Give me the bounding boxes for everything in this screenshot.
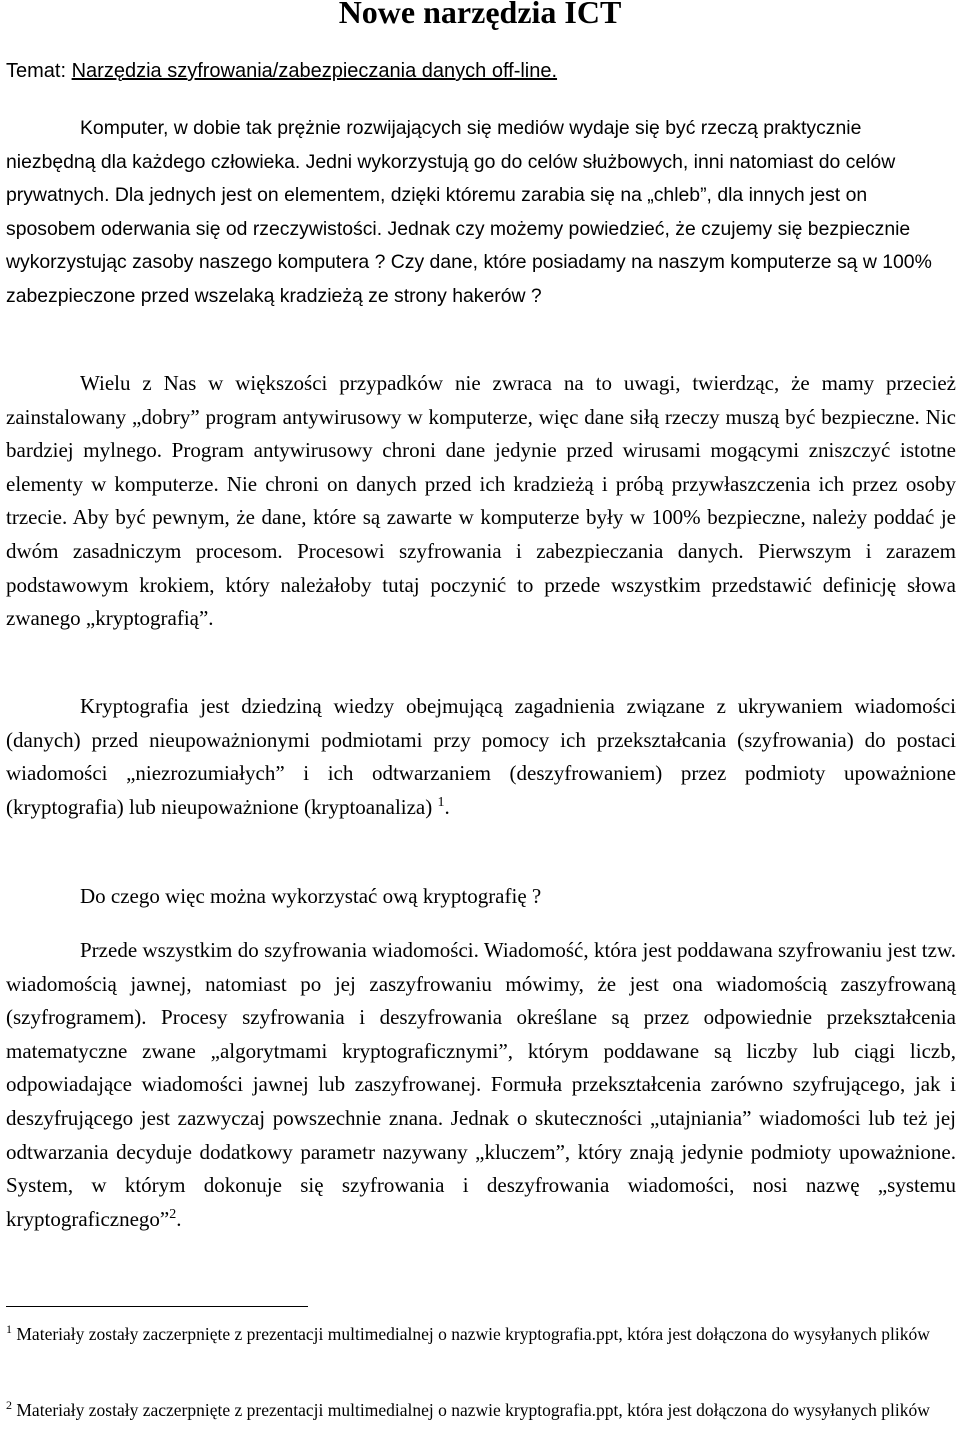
footnote-2 bbox=[6, 1396, 956, 1424]
paragraph-intro: Komputer, w dobie tak prężnie rozwijających się mediów wydaje się być rzeczą praktycznie niezbędną dla każdego człowieka. Jedni wykorzystują go do celów służbowych, inni natomiast do celów prywatnych. Dla jednych jest on elementem, dzięki któremu zarabia się na „chleb”, dla innych jest on sposobem oderwania się od rzeczywistości. Jednak czy możemy powiedzieć, że czujemy się bezpiecznie wykorzystując zasoby naszego komputera ? Czy dane, które posiadamy na naszym komputerze są w 100% zabezpieczone przed wszelaką kradzieżą ze strony hakerów ? bbox=[6, 117, 932, 307]
paragraph-encryption bbox=[6, 934, 956, 1236]
page-title: Nowe narzędzia ICT bbox=[338, 0, 622, 30]
paragraph-antivirus: Wielu z Nas w większości przypadków nie zwraca na to uwagi, twierdząc, że mamy przecież zainstalowany „dobry” program antywirusowy w komputerze, więc dane siłą rzeczy muszą być bezpieczne. Nic bardziej mylnego. Program antywirusowy chroni dane jedynie przed wirusami mogącymi zniszczyć istotne elementy w komputerze. Nie chroni on danych przed ich kradzieżą i próbą przywłaszczenia ich przez osoby trzecie. Aby być pewnym, że dane, które są zawarte w komputerze były w 100% bezpieczne, należy poddać je dwóm zasadniczym procesom. Procesowi szyfrowania i zabezpieczania danych. Pierwszym i zarazem podstawowym krokiem, który należałoby tutaj poczynić to przede wszystkim przedstawić definicję słowa zwanego „kryptografią”. bbox=[6, 371, 956, 631]
footnote-ref-2[interactable]: 2 bbox=[169, 1206, 177, 1222]
footnote-1-text: Materiały zostały zaczerpnięte z prezentacji multimedialnej o nazwie kryptografia.ppt, która jest dołączona do wysyłanych plików bbox=[16, 1324, 930, 1344]
paragraph-question: Do czego więc można wykorzystać ową kryptografię ? bbox=[80, 884, 542, 908]
definition-end: . bbox=[444, 794, 450, 819]
footnote-separator bbox=[6, 1306, 308, 1307]
topic-line bbox=[6, 58, 557, 84]
footnote-2-text: Materiały zostały zaczerpnięte z prezentacji multimedialnej o nazwie kryptografia.ppt, która jest dołączona do wysyłanych plików bbox=[16, 1400, 930, 1420]
topic-label: Temat: bbox=[6, 60, 67, 82]
footnote-2-number: 2 bbox=[6, 1398, 12, 1413]
encryption-text: Przede wszystkim do szyfrowania wiadomości. Wiadomość, która jest poddawana szyfrowaniu jest tzw. wiadomością jawnej, natomiast po jej zaszyfrowaniu mówimy, że jest ona wiadomością zaszyfrowaną (szyfrogramem). Procesy szyfrowania i deszyfrowania określane są przez odpowiednie przekształcenia matematyczne zwane „algorytmami kryptograficznymi”, którym poddawane są liczby lub ciągi liczb, odpowiadające wiadomości jawnej lub zaszyfrowanej. Formuła przekształcenia zarówno szyfrującego, jak i deszyfrującego jest zazwyczaj powszechnie znana. Jednak o skuteczności „utajniania” wiadomości lub też jej odtwarzania decyduje dodatkowy parametr nazywany „kluczem”, który znają jedynie podmioty upoważnione. System, w którym dokonuje się szyfrowania i deszyfrowania wiadomości, nosi nazwę „systemu kryptograficznego” bbox=[6, 938, 956, 1231]
topic-value: Narzędzia szyfrowania/zabezpieczania danych off-line. bbox=[71, 60, 558, 82]
footnote-ref-1[interactable]: 1 bbox=[437, 794, 445, 810]
definition-text: Kryptografia jest dziedziną wiedzy obejmującą zagadnienia związane z ukrywaniem wiadomości (danych) przed nieupoważnionymi podmiotami przy pomocy ich przekształcania (szyfrowania) do postaci wiadomości „niezrozumiałych” i ich odtwarzaniem (deszyfrowaniem) przez podmioty upoważnione (kryptografia) lub nieupoważnione (kryptoanaliza) bbox=[6, 694, 956, 819]
paragraph-definition bbox=[6, 690, 956, 824]
footnote-1 bbox=[6, 1320, 956, 1348]
footnote-1-number: 1 bbox=[6, 1322, 12, 1337]
encryption-end: . bbox=[176, 1206, 182, 1231]
